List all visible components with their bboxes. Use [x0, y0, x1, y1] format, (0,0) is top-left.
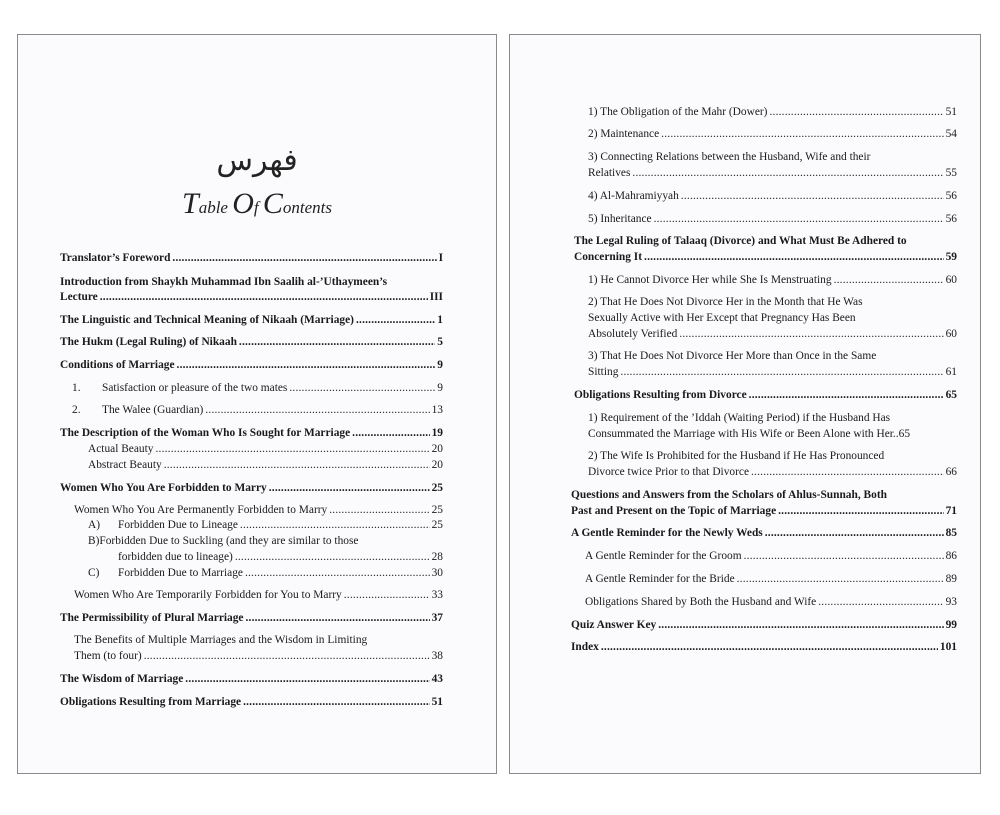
- toc-entry: Obligations Shared by Both the Husband and Wife ..... 93: [585, 595, 957, 609]
- toc-entry: Lecture ..... III: [60, 290, 443, 304]
- toc-entry: Quiz Answer Key ..... 99: [571, 618, 957, 632]
- toc-entry: The Linguistic and Technical Meaning of Nikaah (Marriage) ..... 1: [60, 313, 443, 327]
- toc-entry: Relatives ..... 55: [588, 166, 957, 180]
- toc-entry: Women Who Are Temporarily Forbidden for You to Marry ..... 33: [74, 588, 443, 602]
- toc-entry: 1. Satisfaction or pleasure of the two mates ..... 9: [72, 381, 443, 395]
- toc-entry-line1: The Legal Ruling of Talaaq (Divorce) and What Must Be Adhered to: [574, 235, 907, 247]
- toc-entry-line1: B)Forbidden Due to Suckling (and they are similar to those: [88, 535, 359, 547]
- right-page: [509, 34, 981, 774]
- toc-entry: Sitting ..... 61: [588, 365, 957, 379]
- toc-entry-line1: 2) The Wife Is Prohibited for the Husband if He Has Pronounced: [588, 450, 885, 462]
- toc-entry: Obligations Resulting from Divorce ..... 65: [574, 388, 957, 402]
- toc-entry: The Hukm (Legal Ruling) of Nikaah ..... 5: [60, 335, 443, 349]
- toc-entry: 2) Maintenance ..... 54: [588, 127, 957, 141]
- toc-entry: 2. The Walee (Guardian) ..... 13: [72, 403, 443, 417]
- toc-entry-line2: Sexually Active with Her Except that Pregnancy Has Been: [588, 312, 856, 324]
- toc-entry-line1: Introduction from Shaykh Muhammad Ibn Saalih al-’Uthaymeen’s: [60, 276, 388, 288]
- toc-entry: A) Forbidden Due to Lineage ..... 25: [88, 518, 443, 532]
- toc-entry: The Description of the Woman Who Is Sought for Marriage ..... 19: [60, 426, 443, 440]
- toc-entry: Abstract Beauty ..... 20: [88, 458, 443, 472]
- toc-entry-line1: 3) That He Does Not Divorce Her More than Once in the Same: [588, 350, 877, 362]
- table-of-contents-heading: Table Of Contents: [182, 187, 332, 220]
- toc-entry: 1) He Cannot Divorce Her while She Is Menstruating ..... 60: [588, 273, 957, 287]
- toc-entry: Divorce twice Prior to that Divorce ..... 66: [588, 465, 957, 479]
- toc-entry: Translator’s Foreword ..... I: [60, 251, 443, 265]
- toc-entry: Conditions of Marriage ..... 9: [60, 358, 443, 372]
- toc-entry: A Gentle Reminder for the Bride ..... 89: [585, 572, 957, 586]
- toc-entry: 4) Al-Mahramiyyah ..... 56: [588, 189, 957, 203]
- toc-entry: Past and Present on the Topic of Marriage ..... 71: [571, 504, 957, 518]
- left-page: [17, 34, 497, 774]
- toc-entry-line1: 1) Requirement of the ’Iddah (Waiting Period) if the Husband Has: [588, 412, 891, 424]
- toc-entry: Index ..... 101: [571, 640, 957, 654]
- toc-entry: The Wisdom of Marriage ..... 43: [60, 672, 443, 686]
- toc-entry: Obligations Resulting from Marriage ..... 51: [60, 695, 443, 709]
- toc-entry-line1: Questions and Answers from the Scholars of Ahlus-Sunnah, Both: [571, 489, 887, 501]
- toc-left: [18, 35, 496, 773]
- toc-entry: 5) Inheritance ..... 56: [588, 212, 957, 226]
- toc-entry: The Permissibility of Plural Marriage ..... 37: [60, 611, 443, 625]
- arabic-title: فهرس: [216, 143, 298, 178]
- toc-entry: Absolutely Verified ..... 60: [588, 327, 957, 341]
- toc-right: [510, 35, 980, 773]
- toc-entry-line1: The Benefits of Multiple Marriages and the Wisdom in Limiting: [74, 634, 368, 646]
- toc-entry: A Gentle Reminder for the Newly Weds ..... 85: [571, 526, 957, 540]
- toc-entry: Them (to four) ..... 38: [74, 649, 443, 663]
- toc-entry: Consummated the Marriage with His Wife or Been Alone with Her.. 65: [588, 428, 911, 440]
- toc-entry-line1: 3) Connecting Relations between the Husband, Wife and their: [588, 151, 871, 163]
- toc-entry: Actual Beauty ..... 20: [88, 442, 443, 456]
- toc-entry: Concerning It ..... 59: [574, 250, 957, 264]
- toc-entry: A Gentle Reminder for the Groom ..... 86: [585, 549, 957, 563]
- toc-entry-line1: 2) That He Does Not Divorce Her in the Month that He Was: [588, 296, 863, 308]
- toc-entry: forbidden due to lineage) ..... 28: [118, 550, 443, 564]
- toc-entry: Women Who You Are Permanently Forbidden to Marry ..... 25: [74, 503, 443, 517]
- toc-entry: Women Who You Are Forbidden to Marry ..... 25: [60, 481, 443, 495]
- toc-entry: 1) The Obligation of the Mahr (Dower) ..... 51: [588, 105, 957, 119]
- toc-entry: C) Forbidden Due to Marriage ..... 30: [88, 566, 443, 580]
